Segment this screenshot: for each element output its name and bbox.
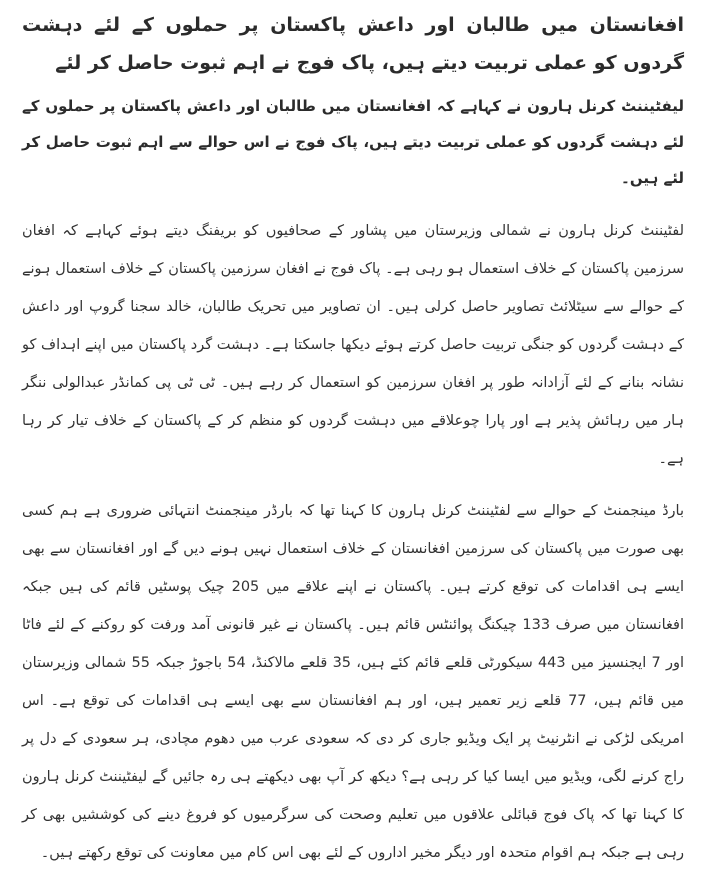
article-paragraph-1: لفٹیننٹ کرنل ہارون نے شمالی وزیرستان میں پشاور کے صحافیوں کو بریفنگ دیتے ہوئے کہاہے کہ افغان سرزمین پاکستان کے خلاف استعمال ہو رہی ہے۔ پاک فوج نے افغان سرزمین پاکستان کے خلاف استعمال ہونے کے حوالے سے سیٹلائٹ تصاویر حاصل کرلی ہیں۔ ان تصاویر میں تحریک طالبان، خالد سجنا گروپ اور داعش کے دہشت گردوں کو جنگی تربیت حاصل کرتے ہوئے دیکھا جاسکتا ہے۔ دہشت گرد پاکستان میں اپنے اہداف کو نشانہ بنانے کے لئے آزادانہ طور پر افغان سرزمین کو استعمال کر رہے ہیں۔ ٹی ٹی پی کمانڈر عبدالولی ننگر ہار میں رہائش پذیر ہے اور پارا چوعلاقے میں دہشت گردوں کو منظم کر کے پاکستان کے خلاف تیار کر رہا ہے۔ bbox=[22, 223, 684, 467]
article-lead: لیفٹیننٹ کرنل ہارون نے کہاہے کہ افغانستان میں طالبان اور داعش پاکستان پر حملوں کے لئے دہشت گردوں کو عملی تربیت دیتے ہیں، پاک فوج نے اس حوالے سے اہم ثبوت حاصل کر لئے ہیں۔ bbox=[22, 97, 684, 187]
article bbox=[22, 6, 684, 886]
article-paragraph-2: بارڈ مینجمنٹ کے حوالے سے لفٹیننٹ کرنل ہارون کا کہنا تھا کہ بارڈر مینجمنٹ انتہائی ضروری ہے ہم کسی بھی صورت میں پاکستان کی سرزمین افغانستان کے خلاف استعمال نہیں ہونے دیں گے اور افغانستان سے بھی ایسے ہی اقدامات کی توقع کرتے ہیں۔ پاکستان نے اپنے علاقے میں 205 چیک پوسٹیں قائم کی ہیں جبکہ افغانستان میں صرف 133 چیکنگ پوائنٹس قائم ہیں۔ پاکستان نے غیر قانونی آمد ورفت کو روکنے کے لئے فاٹا اور 7 ایجنسیز میں 443 سیکورٹی قلعے قائم کئے ہیں، 35 قلعے مالاکنڈ، 54 باجوڑ جبکہ 55 شمالی وزیرستان میں قائم ہیں، 77 قلعے زیر تعمیر ہیں، اور ہم افغانستان سے بھی ایسے ہی اقدامات کی توقع ہے۔ اس امریکی لڑکی نے انٹرنیٹ پر ایک ویڈیو جاری کر دی کہ سعودی عرب میں دھوم مچادی، ہر سعودی کے دل پر راج کرنے لگی، ویڈیو میں ایسا کیا کر رہی ہے؟ دیکھ کر آپ بھی دیکھتے ہی رہ جائیں گے لیفٹیننٹ کرنل ہارون کا کہنا تھا کہ پاک فوج قبائلی علاقوں میں تعلیم وصحت کی سرگرمیوں کو فروغ دینے کی کوششیں بھی کر رہی ہے جبکہ ہم اقوام متحدہ اور دیگر مخیر اداروں کے لئے بھی اس کام میں معاونت کی توقع رکھتے ہیں۔ bbox=[22, 503, 684, 861]
article-headline: افغانستان میں طالبان اور داعش پاکستان پر حملوں کے لئے دہشت گردوں کو عملی تربیت دیتے ہیں، پاک فوج نے اہم ثبوت حاصل کر لئے bbox=[22, 14, 684, 74]
